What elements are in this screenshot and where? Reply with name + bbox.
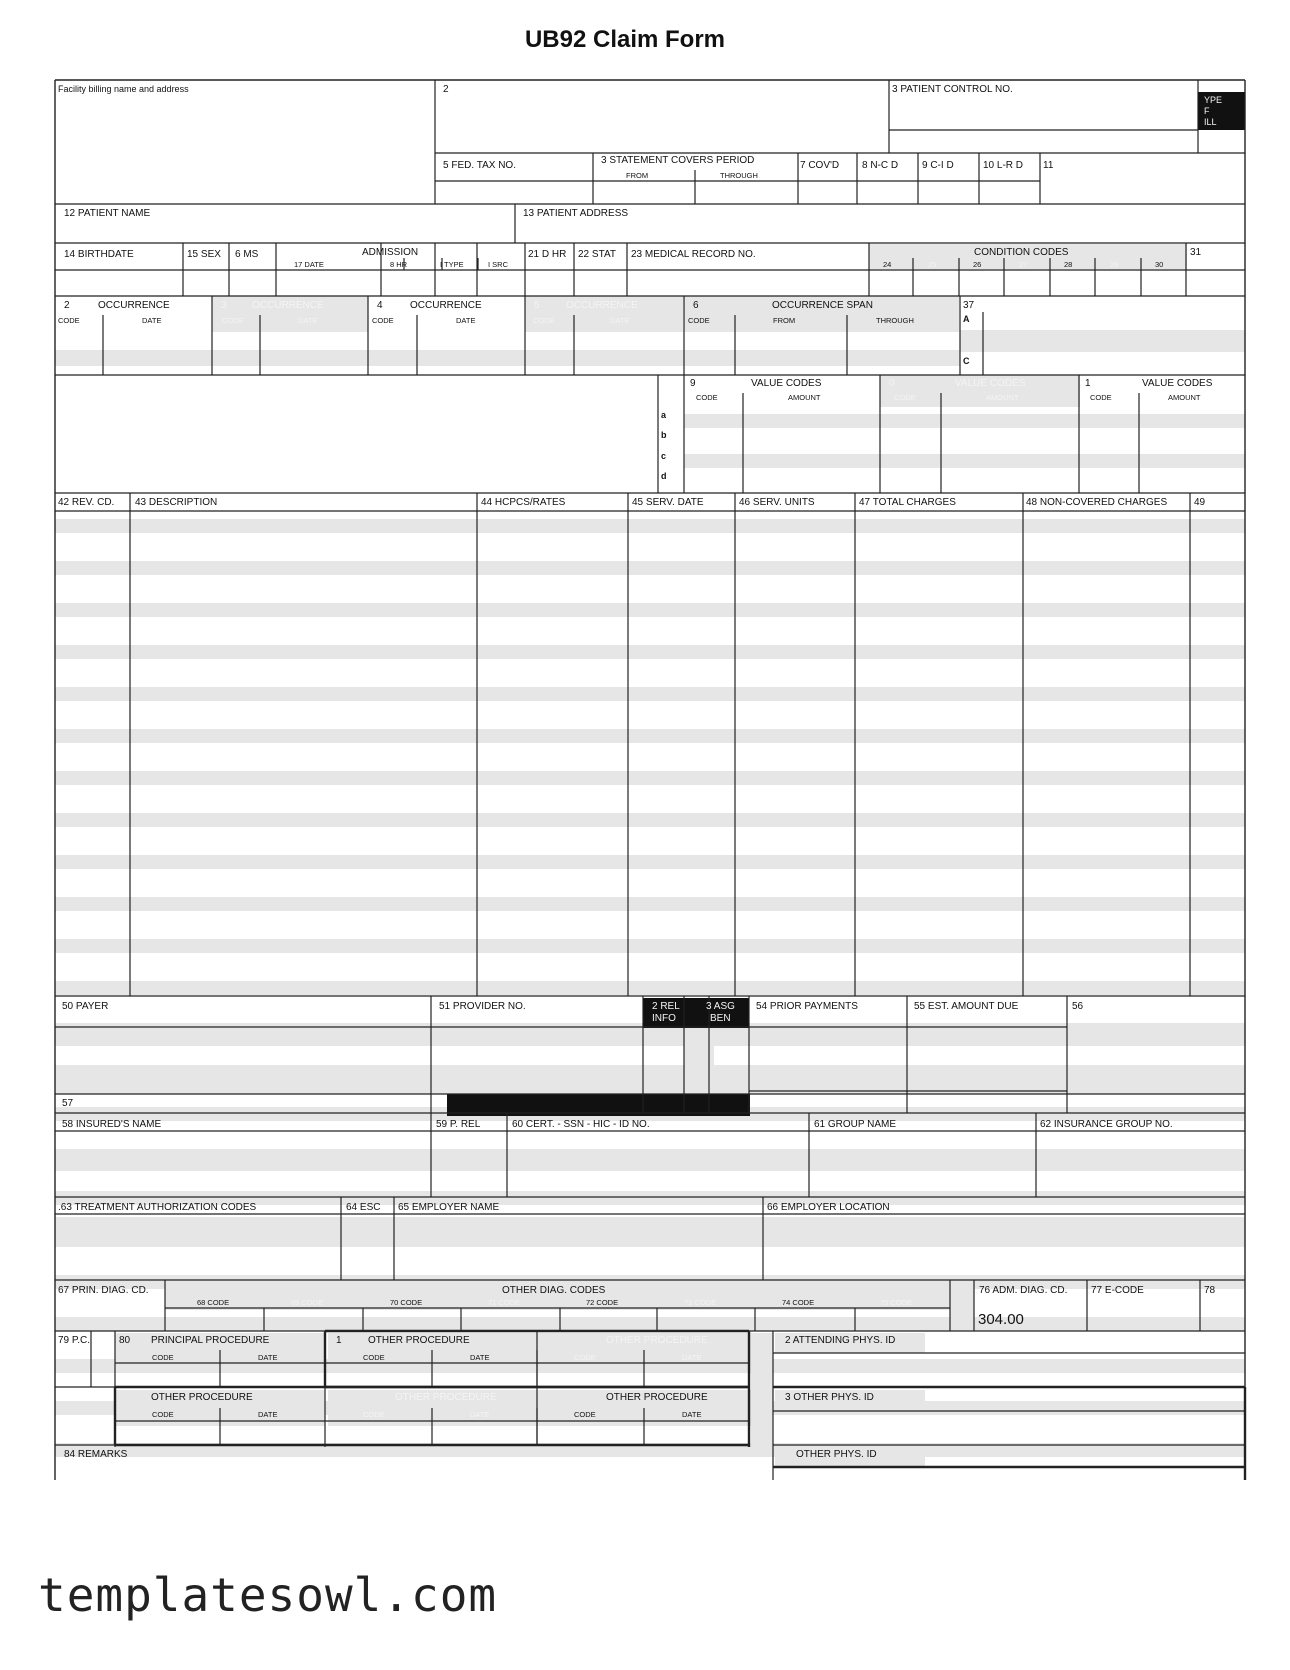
field-label-other_phys: OTHER PHYS. ID [796,1449,877,1460]
field-label-proc_code: CODE [363,1353,385,1362]
field-label-cc28: 28 [1064,260,1073,269]
field-label-f83: 3 OTHER PHYS. ID [785,1392,874,1403]
field-label-proc_date: DATE [470,1353,490,1362]
field-label-f6_from: FROM [626,171,649,180]
field-label-f9: 9 C-I D [922,160,954,171]
field-label-f63: .63 TREATMENT AUTHORIZATION CODES [58,1202,257,1213]
shade-band [55,729,1245,743]
field-label-f13: 13 PATIENT ADDRESS [523,208,629,219]
field-label-f65: 65 EMPLOYER NAME [398,1202,500,1213]
field-label-occ_date: DATE [142,316,162,325]
field-label-occurrence: OCCURRENCE [98,300,170,311]
field-label-facility: Facility billing name and address [58,84,189,94]
field-label-other_proc: OTHER PROCEDURE [151,1392,253,1403]
field-label-f5: 5 FED. TAX NO. [443,160,516,171]
field-label-proc_date: DATE [258,1410,278,1419]
field-label-vc39: 9 [690,378,696,389]
form-title: UB92 Claim Form [524,26,726,53]
field-label-f15: 15 SEX [187,249,221,260]
field-label-f37a: A [963,314,970,324]
field-label-f17: 17 DATE [294,260,324,269]
field-label-f84: 84 REMARKS [64,1449,128,1460]
field-label-f57: 57 [62,1098,74,1109]
field-label-f49: 49 [1194,497,1206,508]
field-label-f45: 45 SERV. DATE [632,497,704,508]
shade-band [55,855,1245,869]
field-label-occ_date: DATE [298,316,318,325]
shade-band [55,897,1245,911]
field-label-vc_amount: AMOUNT [1168,393,1201,402]
field-label-occ36: 6 [693,300,699,311]
field-label-f8: 8 N-C D [862,160,899,171]
field-label-cc25: 25 [928,260,937,269]
field-label-f56: 56 [1072,1001,1084,1012]
field-label-f18: 8 HR [390,260,408,269]
field-label-occurrence: OCCURRENCE [252,300,324,311]
shade-band [985,333,1245,351]
field-label-f64: 64 ESC [346,1202,381,1213]
field-label-occ_code_cut: CODE [58,316,80,325]
field-label-vc40: 0 [889,378,895,389]
field-label-f46: 46 SERV. UNITS [739,497,815,508]
field-label-span_through: THROUGH [876,316,914,325]
field-label-other_proc: OTHER PROCEDURE [368,1335,470,1346]
shade-band [55,1153,1245,1171]
field-label-f80: 80 [119,1335,131,1346]
field-label-f31: 31 [1190,247,1202,258]
field-label-proc_date: DATE [682,1353,702,1362]
field-label-proc_code: CODE [152,1353,174,1362]
field-label-f7: 7 COV'D [800,160,840,171]
field-label-occ32: 2 [64,300,70,311]
field-label-f4a: YPE [1204,95,1223,105]
shade-band [55,1317,1245,1331]
field-label-f43: 43 DESCRIPTION [135,497,218,508]
field-label-f3: 3 PATIENT CONTROL NO. [892,84,1013,95]
field-label-f53a: 3 ASG [706,1001,735,1012]
field-label-f53b: BEN [710,1013,731,1024]
field-label-f52a: 2 REL [652,1001,680,1012]
field-label-occ33: 3 [221,300,227,311]
field-label-vc_code: CODE [696,393,718,402]
shade-band [684,414,1245,428]
field-label-occ34: 4 [377,300,383,311]
field-label-f6_through: THROUGH [720,171,758,180]
shade-band [751,1333,773,1449]
field-label-f10: 10 L-R D [983,160,1024,171]
shade-band [55,1028,1070,1046]
field-label-vc_code: CODE [894,393,916,402]
field-label-value_codes: VALUE CODES [955,378,1026,389]
field-label-vc41: 1 [1085,378,1091,389]
shade-band [55,350,960,366]
field-label-span_from: FROM [773,316,796,325]
field-label-occ_code: CODE [222,316,244,325]
field-label-proc_date: DATE [470,1410,490,1419]
field-label-occ35: 5 [534,300,540,311]
field-label-other_proc: OTHER PROCEDURE [395,1392,497,1403]
field-label-d69: 69 CODE [291,1298,324,1307]
field-label-vc_code: CODE [1090,393,1112,402]
field-label-d75: 75 CODE [880,1298,913,1307]
field-label-row_b: b [661,430,667,440]
shade-band [1070,1028,1245,1046]
field-label-f66: 66 EMPLOYER LOCATION [767,1202,890,1213]
field-label-occ_code_cut: CODE [688,316,710,325]
field-label-cc29: 29 [1110,260,1119,269]
field-label-proc_code: CODE [363,1410,385,1419]
field-label-f22: 22 STAT [578,249,616,260]
field-label-f58: 58 INSURED'S NAME [62,1119,162,1130]
field-label-f37c: C [963,356,970,366]
field-label-f23: 23 MEDICAL RECORD NO. [631,249,756,260]
field-label-vc_amount: AMOUNT [986,393,1019,402]
field-label-f76: 76 ADM. DIAG. CD. [979,1285,1068,1296]
field-label-d74: 74 CODE [782,1298,815,1307]
shade-band [55,519,1245,533]
field-label-f11: 11 [1043,160,1054,171]
shade-band [55,687,1245,701]
field-label-f82: 2 ATTENDING PHYS. ID [785,1335,896,1346]
field-label-d71: 71 CODE [488,1298,521,1307]
field-label-d68: 68 CODE [197,1298,230,1307]
field-label-condition: CONDITION CODES [974,247,1069,258]
field-label-admission: ADMISSION [362,247,419,258]
shade-band [55,813,1245,827]
field-label-occ_date: DATE [610,316,630,325]
field-label-value_codes: VALUE CODES [1142,378,1213,389]
field-label-f52b: INFO [652,1013,676,1024]
field-label-other_proc: OTHER PROCEDURE [606,1392,708,1403]
field-label-f4c: ILL [1204,117,1217,127]
field-label-proc_date: DATE [682,1410,702,1419]
field-label-f62: 62 INSURANCE GROUP NO. [1040,1119,1173,1130]
shade-band [950,1285,974,1331]
shade-band [55,1233,1245,1247]
field-label-f51: 51 PROVIDER NO. [439,1001,526,1012]
shade-band [1070,1076,1245,1094]
shade-band [55,645,1245,659]
watermark: templatesowl.com [38,1568,498,1622]
field-label-f42: 42 REV. CD. [58,497,115,508]
shade-band [55,939,1245,953]
adm-diag-value: 304.00 [978,1311,1024,1328]
field-label-f60: 60 CERT. - SSN - HIC - ID NO. [512,1119,650,1130]
field-label-occ_date: DATE [456,316,476,325]
field-label-f6: 3 STATEMENT COVERS PERIOD [601,155,755,166]
shade-band [55,1217,1245,1235]
field-label-f2: 2 [443,84,449,95]
field-label-f55: 55 EST. AMOUNT DUE [914,1001,1019,1012]
field-label-cc26: 26 [973,260,982,269]
shade-band [55,981,1245,995]
field-label-f21: 21 D HR [528,249,567,260]
field-label-occ_code_cut: CODE [372,316,394,325]
field-label-f19: I TYPE [440,260,464,269]
field-label-other_proc: OTHER PROCEDURE [606,1335,708,1346]
field-label-f16: 6 MS [235,249,259,260]
field-label-vc_amount: AMOUNT [788,393,821,402]
field-label-f44: 44 HCPCS/RATES [481,497,566,508]
field-label-d73: 73 CODE [684,1298,717,1307]
field-label-f50: 50 PAYER [62,1001,109,1012]
field-label-proc_code: CODE [152,1410,174,1419]
field-label-occurrence: OCCURRENCE [566,300,638,311]
field-label-f59: 59 P. REL [436,1119,481,1130]
field-label-value_codes: VALUE CODES [751,378,822,389]
field-label-proc_code: CODE [574,1410,596,1419]
field-label-f81: 1 [336,1335,342,1346]
field-label-row_a: a [661,410,667,420]
shade-band [55,771,1245,785]
field-label-other_diag: OTHER DIAG. CODES [502,1285,606,1296]
field-label-f47: 47 TOTAL CHARGES [859,497,956,508]
field-label-row_d: d [661,471,667,481]
field-label-f48: 48 NON-COVERED CHARGES [1026,497,1168,508]
field-label-occurrence: OCCURRENCE [410,300,482,311]
shade-band [55,603,1245,617]
shade-band [55,561,1245,575]
field-label-f77: 77 E-CODE [1091,1285,1144,1296]
field-label-d72: 72 CODE [586,1298,619,1307]
field-label-occ_span: OCCURRENCE SPAN [772,300,873,311]
field-label-occ_code: CODE [533,316,555,325]
field-label-proc_code: CODE [574,1353,596,1362]
field-label-f14: 14 BIRTHDATE [64,249,134,260]
field-label-row_c: c [661,451,667,461]
field-label-f54: 54 PRIOR PAYMENTS [756,1001,858,1012]
field-label-cc24: 24 [883,260,892,269]
field-label-principal_proc: PRINCIPAL PROCEDURE [151,1335,270,1346]
field-label-f61: 61 GROUP NAME [814,1119,897,1130]
field-label-d70: 70 CODE [390,1298,423,1307]
field-label-f12: 12 PATIENT NAME [64,208,151,219]
field-label-f79: 79 P.C. [58,1335,91,1346]
field-label-f20: I SRC [488,260,509,269]
field-label-f78: 78 [1204,1285,1216,1296]
field-label-f67: 67 PRIN. DIAG. CD. [58,1285,149,1296]
field-label-cc30: 30 [1155,260,1164,269]
field-label-f37: 37 [963,300,975,311]
field-label-proc_date: DATE [258,1353,278,1362]
field-label-cc27: 27 [1019,260,1028,269]
shade-band [684,454,1245,468]
field-label-f4b: F [1204,106,1210,116]
